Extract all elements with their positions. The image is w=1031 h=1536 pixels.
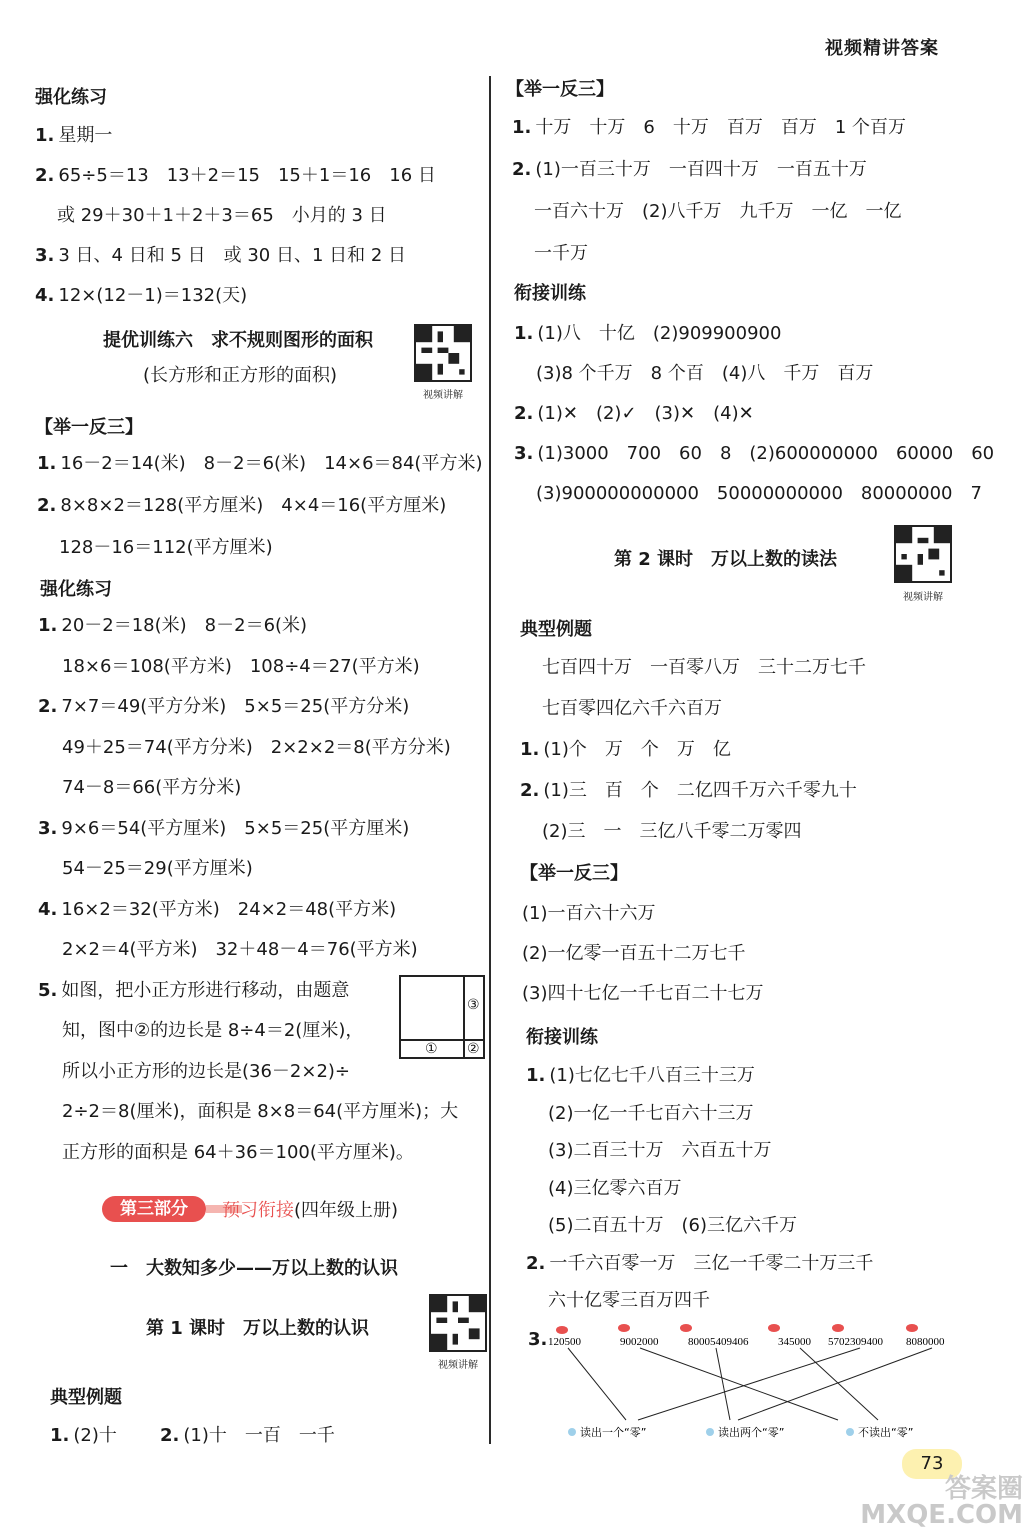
watermark — [860, 1476, 1023, 1528]
item-text: 一千六百零一万 三亿一千零二十万三千 — [549, 1252, 874, 1274]
item-number: 2. — [512, 159, 532, 180]
item-text: (1)十 一百 一千 — [183, 1425, 335, 1446]
training-title: 提优训练六 求不规则图形的面积 — [103, 330, 373, 351]
lesson-title: 第 2 课时 万以上数的读法 — [614, 549, 838, 570]
item-text: (2)一亿零一百五十二万七千 — [522, 943, 746, 964]
item-text: (2)一亿一千七百六十三万 — [548, 1102, 754, 1124]
item-text: (3)二百三十万 六百五十万 — [548, 1140, 772, 1161]
category-1: 读出两个“零” — [718, 1426, 785, 1439]
item-text: 如图，把小正方形进行移动，由题意 — [61, 979, 350, 1001]
section-heading: 衔接训练 — [514, 283, 586, 304]
item-number: 2. — [37, 495, 57, 516]
item-text: 12×(12－1)＝132(天) — [58, 285, 248, 306]
category-icon — [568, 1428, 576, 1436]
item-number: 3. — [35, 245, 55, 266]
category-icon — [706, 1428, 714, 1436]
answer-line — [62, 938, 418, 962]
number-5: 8080000 — [906, 1336, 945, 1348]
lesson-title: 第 1 课时 万以上数的认识 — [146, 1318, 370, 1339]
item-number: 4. — [38, 898, 58, 920]
part-title-rest: (四年级上册) — [294, 1200, 399, 1221]
number-4: 5702309400 — [828, 1336, 883, 1348]
number-1: 9002000 — [620, 1336, 659, 1348]
qr-code-icon — [429, 1294, 487, 1352]
mark-icon — [618, 1324, 630, 1332]
mark-icons — [556, 1324, 918, 1334]
figure-line-v — [463, 977, 465, 1057]
answer-line — [35, 244, 406, 268]
answer-line — [38, 695, 409, 719]
item-number: 5. — [38, 979, 58, 1001]
watermark-line-2: MXQE.COM — [860, 1500, 1023, 1530]
item-text: 74－8＝66(平方分米) — [62, 777, 242, 798]
match-line — [716, 1348, 730, 1420]
matching-diagram — [548, 1324, 968, 1444]
answer-line — [512, 116, 906, 140]
answer-line — [534, 200, 902, 224]
item-text: (3)900000000000 50000000000 80000000 7 — [536, 483, 982, 504]
answer-line — [548, 1139, 772, 1163]
item-text: (1)三 百 个 二亿四千万六千零九十 — [543, 780, 857, 801]
answer-line — [62, 655, 420, 679]
figure-label-3: ③ — [467, 997, 480, 1013]
item-text: 十万 十万 6 十万 百万 百万 1 个百万 — [535, 117, 906, 138]
section-heading: 【举一反三】 — [520, 863, 628, 884]
match-lines — [568, 1348, 932, 1420]
item-text: 16×2＝32(平方米) 24×2＝48(平方米) — [61, 898, 397, 920]
answer-line — [536, 482, 982, 506]
item-text: 2×2＝4(平方米) 32＋48－4＝76(平方米) — [62, 939, 418, 960]
page-header-title: 视频精讲答案 — [825, 38, 939, 59]
answer-line — [522, 982, 764, 1006]
qr-code-icon — [414, 324, 472, 382]
answer-line — [520, 779, 857, 803]
item-text: (1)一百三十万 一百四十万 一百五十万 — [535, 159, 867, 180]
item-text: 六十亿零三百万四千 — [548, 1290, 710, 1311]
number-3: 345000 — [778, 1336, 811, 1348]
answer-line — [522, 942, 746, 966]
qr-label: 视频讲解 — [903, 592, 943, 603]
section-heading: 衔接训练 — [526, 1027, 598, 1048]
answer-line — [514, 322, 781, 346]
item-number: 1. — [35, 125, 55, 146]
item-number: 2. — [514, 403, 534, 424]
section-heading: 强化练习 — [35, 87, 107, 108]
item-text: (4)三亿零六百万 — [548, 1177, 682, 1199]
answer-line — [50, 1424, 117, 1448]
answer-line — [37, 494, 446, 518]
training-subtitle: (长方形和正方形的面积) — [143, 365, 338, 386]
answer-line — [62, 1141, 414, 1165]
item-text: 20－2＝18(米) 8－2＝6(米) — [61, 615, 308, 636]
answer-line — [548, 1102, 754, 1126]
answer-line — [62, 857, 253, 881]
mark-icon — [768, 1324, 780, 1332]
number-2: 800054094​06 — [688, 1336, 749, 1348]
item-text: (5)二百五十万 (6)三亿六千万 — [548, 1215, 797, 1236]
item-text: 3 日、4 日和 5 日 或 30 日、1 日和 2 日 — [58, 245, 407, 266]
answer-line — [38, 817, 409, 841]
unit-title: 一 大数知多少——万以上数的认识 — [110, 1258, 398, 1279]
mark-icon — [832, 1324, 844, 1332]
item-number: 1. — [520, 739, 540, 760]
item-text: 128－16＝112(平方厘米) — [59, 537, 273, 558]
answer-line — [160, 1424, 335, 1448]
item-text: 18×6＝108(平方米) 108÷4＝27(平方米) — [62, 655, 420, 677]
answer-line — [542, 697, 722, 721]
item-number: 2. — [35, 165, 55, 186]
item-text: 或 29＋30＋1＋2＋3＝65 小月的 3 日 — [57, 205, 387, 226]
item-text: 16－2＝14(米) 8－2＝6(米) 14×6＝84(平方米) — [60, 453, 483, 474]
item-number: 4. — [35, 285, 55, 306]
answer-line — [548, 1177, 682, 1201]
item-text: (3)8 个千万 8 个百 (4)八 千万 百万 — [536, 363, 874, 384]
figure-label-1: ① — [425, 1041, 438, 1057]
qr-label: 视频讲解 — [423, 390, 463, 401]
figure-label-2: ② — [467, 1041, 480, 1057]
item-number: 3. — [514, 443, 534, 464]
section-heading: 强化练习 — [40, 579, 112, 600]
item-number: 2. — [526, 1252, 546, 1274]
item-number: 3. — [528, 1329, 548, 1350]
column-divider — [489, 76, 491, 1444]
item-text: (3)四十七亿一千七百二十七万 — [522, 983, 764, 1004]
item-number: 1. — [50, 1425, 70, 1446]
item-text: (1)七亿七千八百三十三万 — [549, 1065, 755, 1086]
answer-line — [512, 158, 867, 182]
answer-line — [38, 614, 307, 638]
answer-line — [548, 1214, 797, 1238]
item-text: 49＋25＝74(平方分米) 2×2×2＝8(平方分米) — [62, 736, 451, 758]
category-icon — [846, 1428, 854, 1436]
match-line — [568, 1348, 626, 1420]
item-text: 七百四十万 一百零八万 三十二万七千 — [542, 657, 866, 678]
item-text: 9×6＝54(平方厘米) 5×5＝25(平方厘米) — [61, 817, 410, 839]
item-text: 54－25＝29(平方厘米) — [62, 858, 253, 879]
item-text: 65÷5＝13 13＋2＝15 15＋1＝16 16 日 — [58, 165, 436, 186]
answer-line — [542, 656, 866, 680]
item-text: 一千万 — [534, 243, 588, 264]
answer-line — [534, 242, 588, 266]
category-2: 不读出“零” — [858, 1426, 914, 1439]
item-text: (1)一百六十六万 — [522, 903, 656, 924]
item-number: 1. — [512, 117, 532, 138]
answer-line — [35, 164, 436, 188]
item-number: 2. — [520, 780, 540, 801]
page-number: 73 — [902, 1449, 962, 1479]
qr-code-icon — [894, 525, 952, 583]
watermark-line-1: 答案圈 — [944, 1474, 1023, 1504]
answer-line — [62, 1100, 458, 1124]
part-title — [222, 1196, 398, 1222]
answer-line — [548, 1289, 710, 1313]
answer-line — [520, 738, 731, 762]
answer-line — [35, 124, 112, 148]
item-text: 星期一 — [58, 125, 113, 146]
item-text: (1)八 十亿 (2)909900900 — [537, 323, 782, 344]
item-number: 2. — [160, 1425, 180, 1446]
match-line — [638, 1348, 860, 1420]
item-number: 1. — [514, 323, 534, 344]
match-line — [800, 1348, 878, 1420]
answer-line — [62, 736, 451, 760]
item-text: 7×7＝49(平方分米) 5×5＝25(平方分米) — [61, 696, 410, 717]
section-heading: 典型例题 — [520, 619, 592, 640]
section-heading: 典型例题 — [50, 1387, 122, 1408]
mark-icon — [680, 1324, 692, 1332]
answer-line — [59, 536, 273, 560]
answer-line — [62, 776, 241, 800]
item-number: 1. — [38, 615, 58, 636]
answer-line — [526, 1064, 755, 1088]
item-text: 知，图中②的边长是 8÷4＝2(厘米)， — [62, 1020, 364, 1041]
category-0: 读出一个“零” — [580, 1426, 647, 1439]
squares-figure — [399, 975, 485, 1059]
item-text: (2)十 — [73, 1425, 117, 1446]
item-text: (1)3000 700 60 8 (2)600000000 60000 60 — [537, 443, 995, 464]
section-heading: 【举一反三】 — [35, 417, 143, 438]
item-text: 8×8×2＝128(平方厘米) 4×4＝16(平方厘米) — [60, 495, 447, 516]
part-title-accent: 预习衔接 — [222, 1200, 294, 1221]
item-text: 2÷2＝8(厘米)，面积是 8×8＝64(平方厘米)；大 — [62, 1101, 459, 1122]
answer-line — [38, 898, 396, 922]
answer-line — [38, 979, 349, 1003]
answer-line — [536, 362, 873, 386]
answer-line — [514, 402, 754, 426]
number-0: 120500 — [548, 1336, 581, 1348]
answer-line — [542, 820, 802, 844]
section-heading: 【举一反三】 — [506, 79, 614, 100]
answer-line — [37, 452, 482, 476]
answer-line — [514, 442, 994, 466]
answer-line — [62, 1019, 363, 1043]
part-badge: 第三部分 — [102, 1196, 206, 1222]
match-line — [738, 1348, 932, 1420]
item-number: 2. — [38, 696, 58, 717]
mark-icon — [906, 1324, 918, 1332]
item-number: 3. — [38, 817, 58, 839]
item-text: 所以小正方形的边长是(36－2×2)÷ — [62, 1060, 351, 1082]
answer-line — [35, 284, 247, 308]
mark-icon — [556, 1326, 568, 1334]
answer-line — [62, 1060, 350, 1084]
answer-line — [57, 204, 387, 228]
item-text: 一百六十万 (2)八千万 九千万 一亿 一亿 — [534, 201, 902, 222]
item-text: 正方形的面积是 64＋36＝100(平方厘米)。 — [62, 1141, 414, 1163]
answer-line — [526, 1252, 873, 1276]
item-text: 七百零四亿六千六百万 — [542, 698, 722, 719]
item-number: 1. — [526, 1065, 546, 1086]
item-text: (1)✕ (2)✓ (3)✕ (4)✕ — [537, 403, 754, 424]
item-number: 1. — [37, 453, 57, 474]
item-text: (1)个 万 个 万 亿 — [543, 739, 731, 760]
item-text: (2)三 一 三亿八千零二万零四 — [542, 821, 802, 842]
qr-label: 视频讲解 — [438, 1360, 478, 1371]
answer-line — [522, 902, 656, 926]
